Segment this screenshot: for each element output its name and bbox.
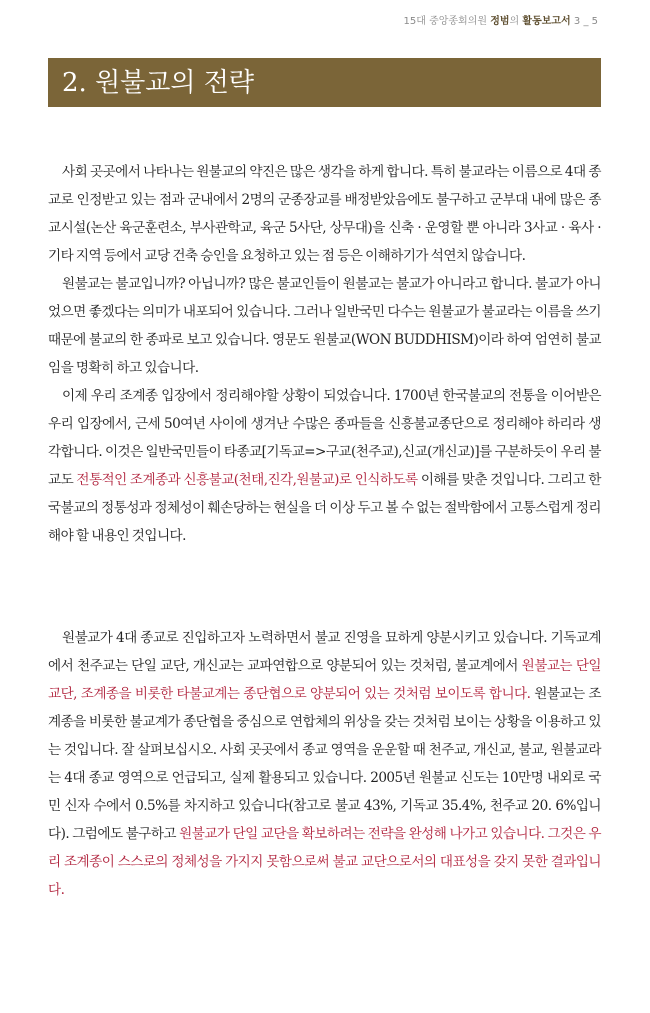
section-title-bar — [48, 58, 601, 107]
section-title: 2. 원불교의 전략 — [62, 67, 255, 98]
header-author: 정범 — [490, 16, 510, 27]
paragraph-4-text-b: 원불교는 조계종을 비롯한 불교계가 종단협을 중심으로 연합체의 위상을 갖는 것처럼 보이는 상황을 이용하고 있는 것입니다. 잘 살펴보십시오. 사회 곳곳에서 종교 영역을 운운할 때 천주교, 개신교, 불교, 원불교라는 4대 종교 영역으로 언급되고, 실제 활용되고 있습니다. 2005년 원불교 신도는 10만명 내외로 국민 신자 수에서 0.5%를 차지하고 있습니다(참고로 불교 43%, 기독교 35.4%, 천주교 20. 6%입니다). 그럼에도 불구하고 — [48, 686, 601, 842]
paragraph-3-text-a: 이제 우리 조계종 입장에서 정리해야할 상황이 되었습니다. 1700년 한국불교의 전통을 이어받은 우리 입장에서, 근세 50여년 사이에 생겨난 수많은 종파들을 신흥불교종단으로 정리해야 하리라 생각합니다. 이것은 일반국민들이 타종교[기독교=>구교(천주교),신교(개신교)]를 구분하듯이 우리 불교도 — [48, 388, 601, 488]
paragraph-3-text-b: 이해를 맞춘 것입니다. 그리고 한국불교의 정통성과 정체성이 훼손당하는 현실을 더 이상 두고 볼 수 없는 절박함에서 고통스럽게 정리해야 할 내용인 것입니다. — [48, 472, 602, 544]
body-block-1 — [48, 158, 601, 550]
paragraph-4-text-a: 원불교가 4대 종교로 진입하고자 노력하면서 불교 진영을 묘하게 양분시키고 있습니다. 기독교계에서 천주교는 단일 교단, 개신교는 교파연합으로 양분되어 있는 것처럼, 불교계에서 — [48, 630, 601, 674]
paragraph-2: 원불교는 불교입니까? 아닙니까? 많은 불교인들이 원불교는 불교가 아니라고 합니다. 불교가 아니었으면 좋겠다는 의미가 내포되어 있습니다. 그러나 일반국민 다수는 원불교가 불교라는 이름을 쓰기 때문에 불교의 한 종파로 보고 있습니다. 영문도 원불교(WON BUDDHISM)이라 하여 엄연히 불교임을 명확히 하고 있습니다. — [48, 276, 601, 376]
paragraph-4 — [48, 624, 601, 904]
paragraph-1: 사회 곳곳에서 나타나는 원불교의 약진은 많은 생각을 하게 합니다. 특히 불교라는 이름으로 4대 종교로 인정받고 있는 점과 군내에서 2명의 군종장교를 배정받았음에도 불구하고 군부대 내에 많은 종교시설(논산 육군훈련소, 부사관학교, 육군 5사단, 상무대)을 신축 · 운영할 뿐 아니라 3사교 · 육사 · 기타 지역 등에서 교당 건축 승인을 요청하고 있는 점 등은 이해하기가 석연치 않습니다. — [48, 164, 601, 264]
header-suffix: 의 — [509, 16, 520, 27]
paragraph-3 — [48, 382, 601, 550]
paragraph-4-highlight-2: 원불교가 단일 교단을 확보하려는 전략을 완성해 나가고 있습니다. 그것은 우리 조계종이 스스로의 정체성을 가지지 못함으로써 불교 교단으로서의 대표성을 갖지 못한 결과입니다. — [48, 826, 601, 898]
header-edition: 15대 중앙종회의원 — [403, 16, 488, 27]
paragraph-3-highlight: 전통적인 조계종과 신흥불교(천태,진각,원불교)로 인식하도록 — [76, 472, 418, 488]
paragraph-4-highlight-1: 원불교는 단일 교단, 조계종을 비롯한 타불교계는 종단협으로 양분되어 있는 것처럼 보이도록 합니다. — [48, 658, 601, 702]
running-head — [404, 12, 599, 27]
page-number: 3 _ 5 — [573, 16, 598, 27]
header-report: 활동보고서 — [522, 16, 571, 27]
body-block-2 — [48, 624, 601, 904]
